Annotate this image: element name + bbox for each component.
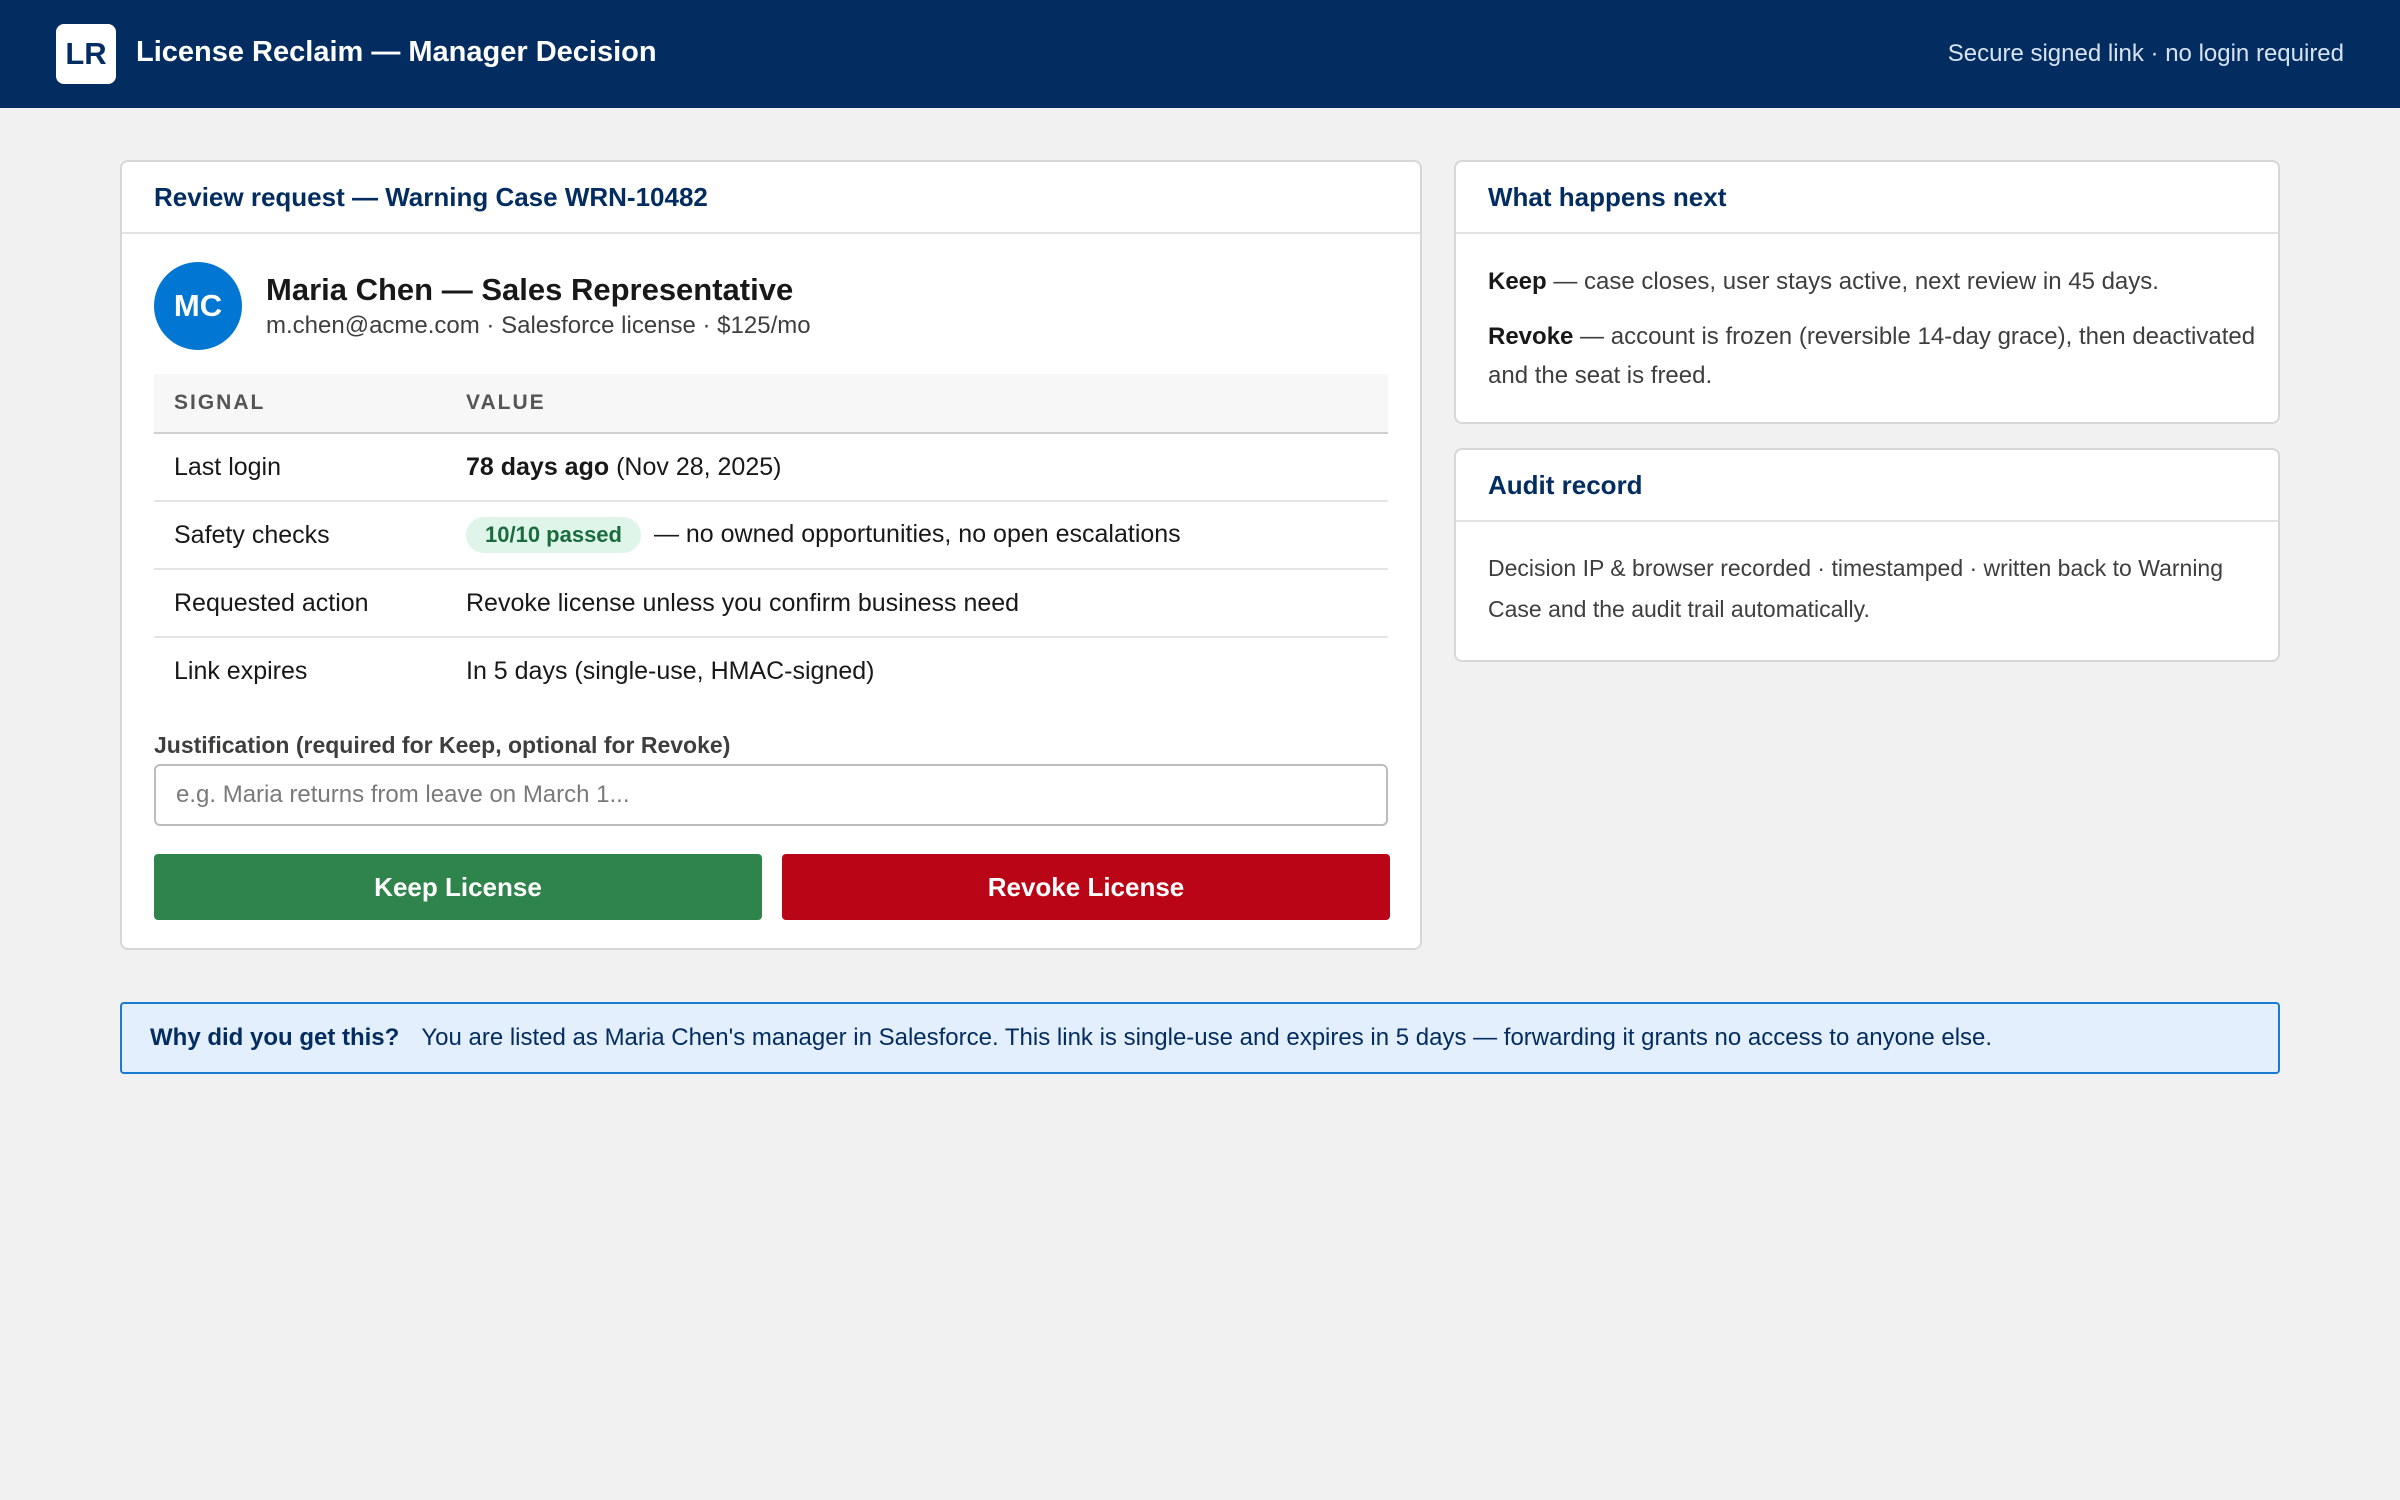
revoke-explanation (1488, 317, 2258, 395)
last-login-date: (Nov 28, 2025) (609, 452, 782, 481)
signals-table (154, 374, 1388, 704)
top-bar (0, 0, 2400, 108)
table-row (154, 637, 1388, 704)
table-row (154, 501, 1388, 569)
value-cell (446, 433, 1388, 501)
column-header-signal: SIGNAL (154, 374, 446, 433)
justification-label: Justification (required for Keep, optional for Revoke) (154, 732, 731, 758)
audit-card-title: Audit record (1456, 450, 2278, 522)
keep-license-button[interactable]: Keep License (154, 854, 762, 920)
signal-cell: Requested action (154, 569, 446, 637)
keep-term: Keep (1488, 268, 1547, 295)
revoke-license-button[interactable]: Revoke License (782, 854, 1390, 920)
revoke-term: Revoke (1488, 323, 1574, 350)
value-cell (446, 501, 1388, 569)
app-title: License Reclaim — Manager Decision (136, 36, 657, 68)
avatar: MC (154, 262, 242, 350)
why-text: You are listed as Maria Chen's manager in Salesforce. This link is single-use and expires in 5 days — forwarding it grants no access to anyone else. (421, 1024, 1993, 1051)
justification-input[interactable] (154, 764, 1388, 826)
user-meta: m.chen@acme.com · Salesforce license · $125/mo (266, 312, 811, 339)
keep-explanation (1488, 262, 2258, 301)
keep-text: — case closes, user stays active, next review in 45 days. (1546, 268, 2159, 295)
column-header-value: VALUE (446, 374, 1388, 433)
audit-record-card (1454, 448, 2280, 662)
app-logo: LR (56, 24, 116, 84)
why-notice-banner (120, 1002, 2280, 1074)
safety-checks-text: — no owned opportunities, no open escalations (653, 520, 1181, 548)
why-title: Why did you get this? (150, 1024, 400, 1051)
value-cell: Revoke license unless you confirm business need (446, 569, 1388, 637)
table-header-row (154, 374, 1388, 433)
signal-cell: Last login (154, 433, 446, 501)
user-summary (154, 262, 1384, 352)
table-row (154, 569, 1388, 637)
audit-text: Decision IP & browser recorded · timestamped · written back to Warning Case and the audit trail automatically. (1488, 555, 2224, 622)
signal-cell: Link expires (174, 656, 308, 685)
last-login-days: 78 days ago (466, 452, 610, 481)
value-cell: In 5 days (single-use, HMAC-signed) (466, 656, 875, 685)
signal-cell: Safety checks (154, 501, 446, 569)
table-row (154, 433, 1388, 501)
next-card-body (1488, 262, 2258, 411)
review-request-card (120, 160, 1422, 950)
status-badge: 10/10 passed (466, 517, 641, 553)
review-card-title: Review request — Warning Case WRN-10482 (122, 162, 1420, 234)
next-card-title: What happens next (1456, 162, 2278, 234)
secure-link-note: Secure signed link · no login required (1947, 40, 2344, 67)
revoke-text: — account is frozen (reversible 14-day grace), then deactivated and the seat is freed. (1488, 323, 2256, 389)
what-happens-next-card (1454, 160, 2280, 424)
user-name-title: Maria Chen — Sales Representative (266, 272, 794, 307)
